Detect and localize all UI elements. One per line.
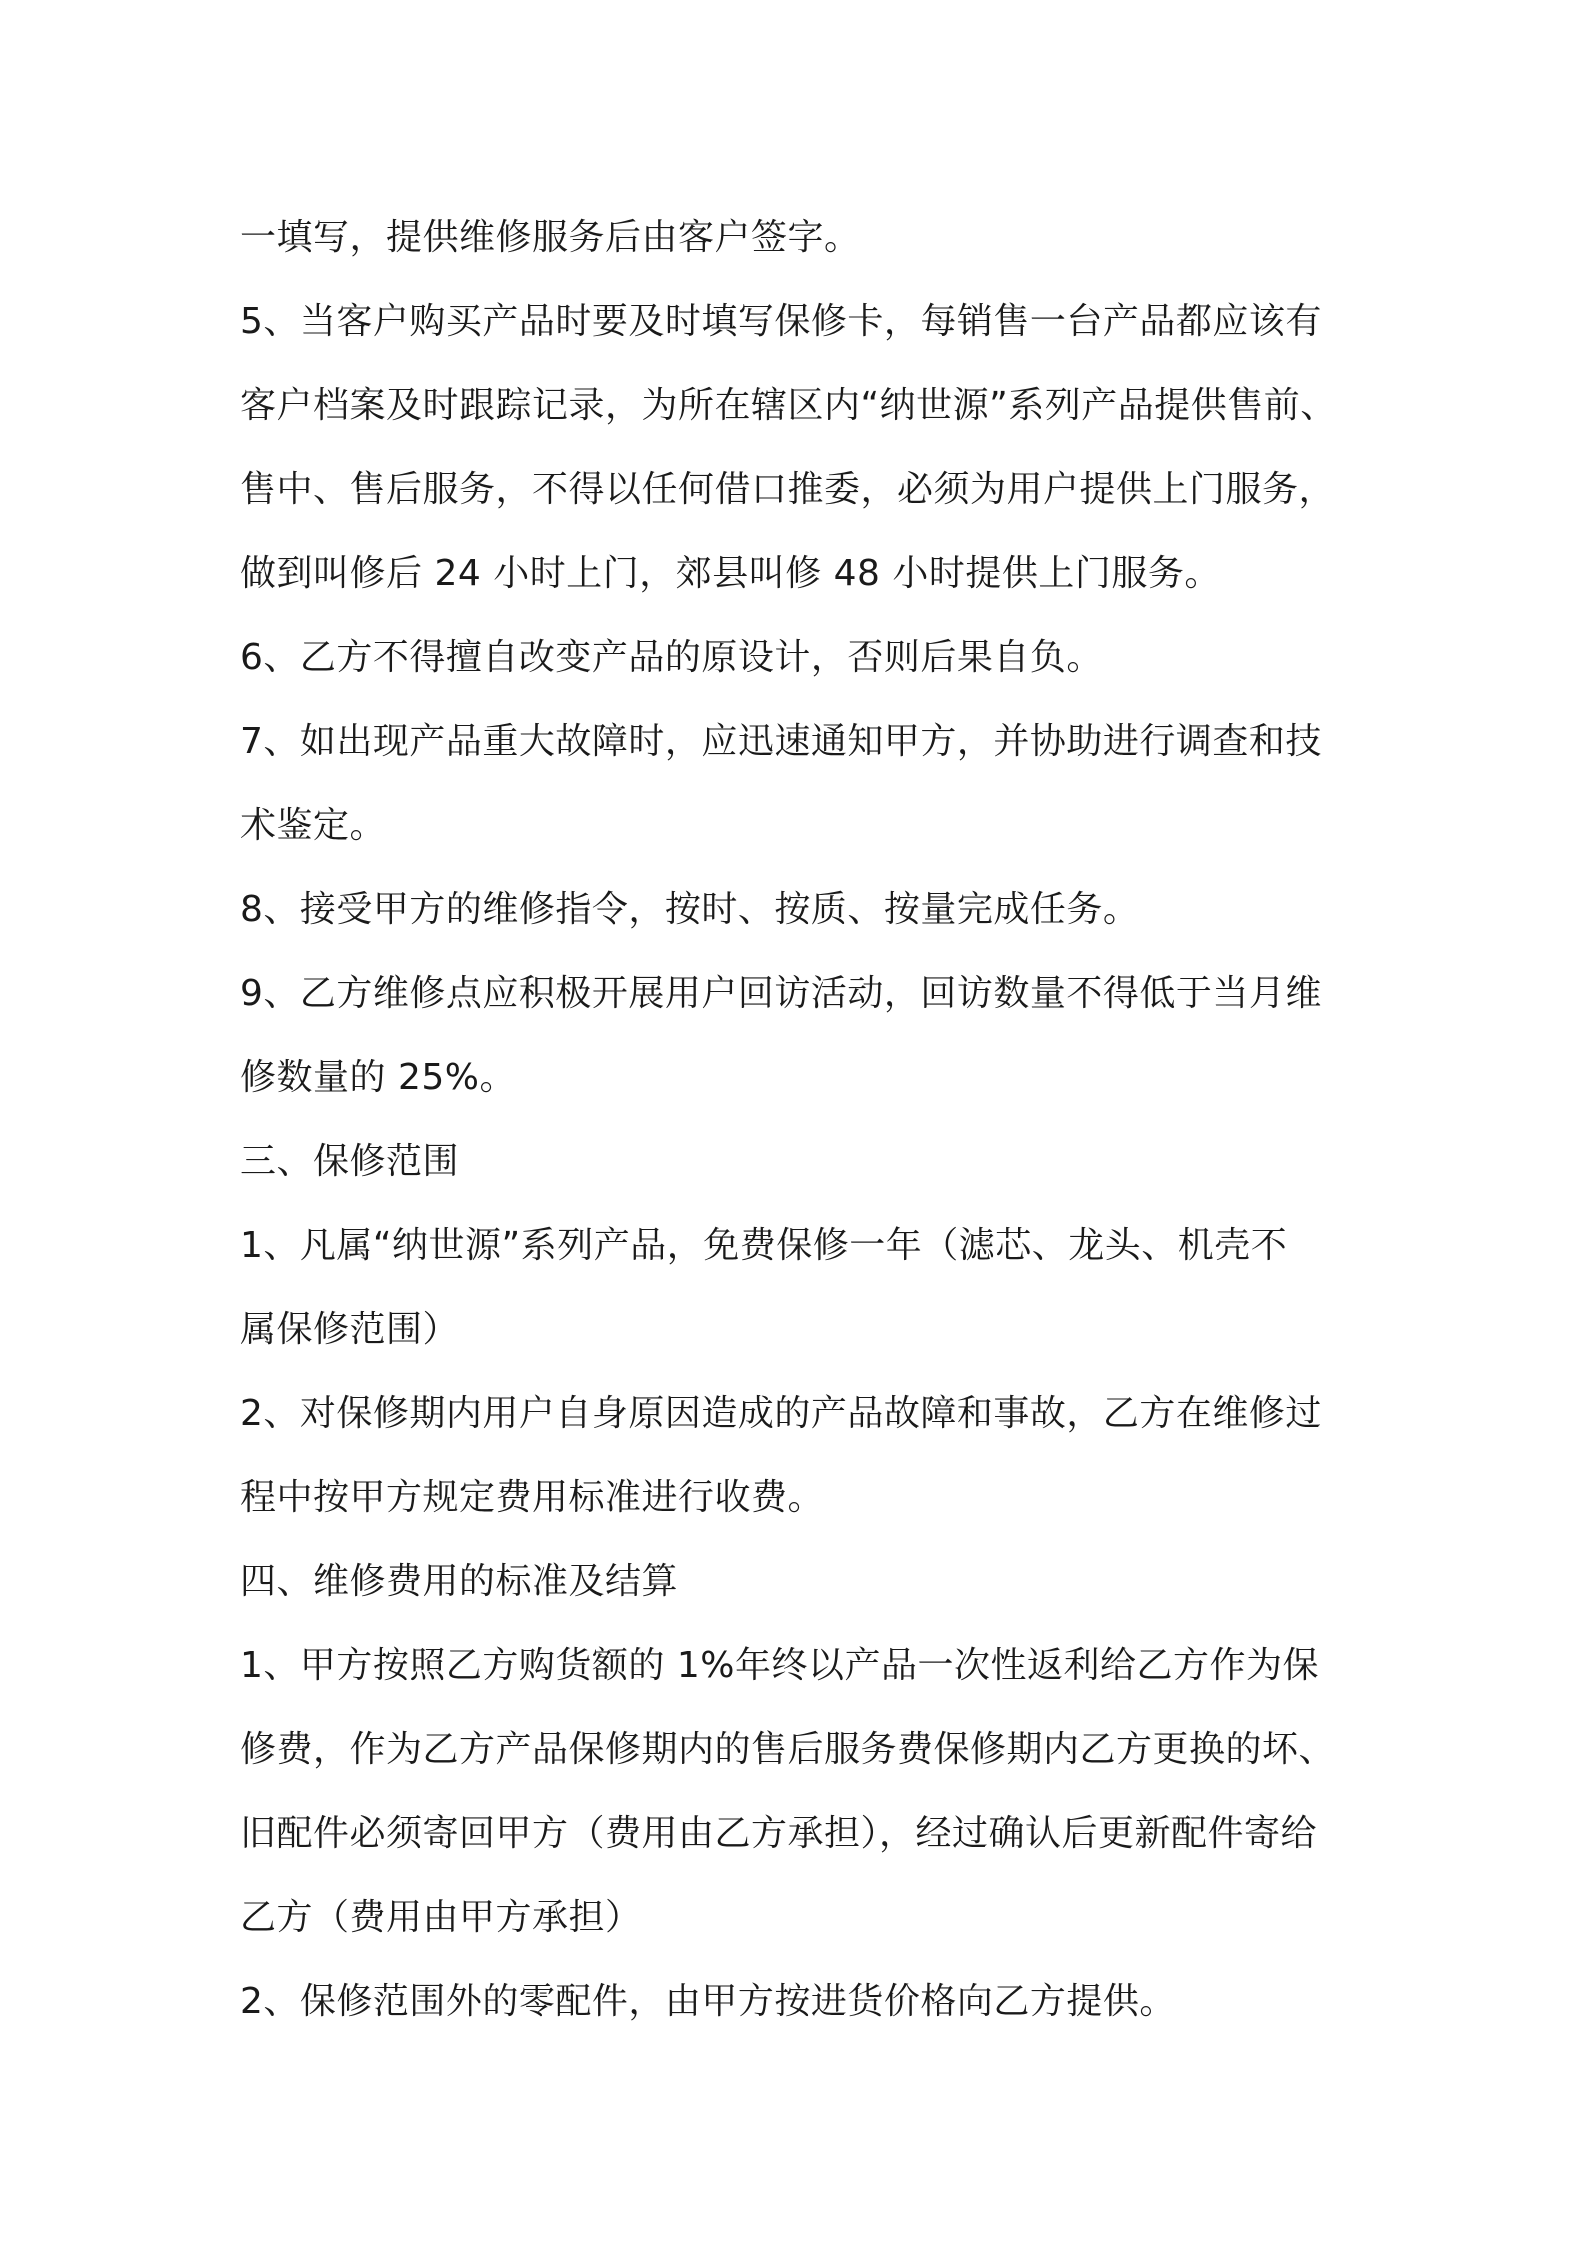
text-line: 5、当客户购买产品时要及时填写保修卡，每销售一台产品都应该有 [240, 301, 1322, 342]
text-line: 旧配件必须寄回甲方（费用由乙方承担），经过确认后更新配件寄给 [240, 1813, 1318, 1854]
text-line: 1、凡属“纳世源”系列产品，免费保修一年（滤芯、龙头、机壳不 [240, 1225, 1288, 1266]
text-line: 2、对保修期内用户自身原因造成的产品故障和事故，乙方在维修过 [240, 1393, 1322, 1434]
text-line: 做到叫修后 24 小时上门，郊县叫修 48 小时提供上门服务。 [240, 553, 1221, 594]
text-line: 客户档案及时跟踪记录，为所在辖区内“纳世源”系列产品提供售前、 [240, 385, 1337, 426]
text-line: 程中按甲方规定费用标准进行收费。 [240, 1477, 825, 1518]
text-line: 一填写，提供维修服务后由客户签字。 [240, 217, 861, 258]
text-line: 修数量的 25%。 [240, 1057, 516, 1098]
text-line: 6、乙方不得擅自改变产品的原设计，否则后果自负。 [240, 637, 1103, 678]
text-line: 8、接受甲方的维修指令，按时、按质、按量完成任务。 [240, 889, 1140, 930]
text-line: 7、如出现产品重大故障时，应迅速通知甲方，并协助进行调查和技 [240, 721, 1322, 762]
text-line: 修费，作为乙方产品保修期内的售后服务费保修期内乙方更换的坏、 [240, 1729, 1336, 1770]
text-line: 售中、售后服务，不得以任何借口推委，必须为用户提供上门服务， [240, 469, 1336, 510]
text-line: 乙方（费用由甲方承担） [240, 1897, 642, 1938]
text-line: 2、保修范围外的零配件，由甲方按进货价格向乙方提供。 [240, 1981, 1176, 2022]
section-heading: 三、保修范围 [240, 1141, 460, 1182]
document-body [240, 196, 1360, 2044]
text-line: 属保修范围） [240, 1309, 460, 1350]
text-line: 1、甲方按照乙方购货额的 1%年终以产品一次性返利给乙方作为保 [240, 1645, 1319, 1686]
section-heading: 四、维修费用的标准及结算 [240, 1561, 679, 1602]
text-line: 术鉴定。 [240, 805, 387, 846]
text-line: 9、乙方维修点应积极开展用户回访活动，回访数量不得低于当月维 [240, 973, 1322, 1014]
